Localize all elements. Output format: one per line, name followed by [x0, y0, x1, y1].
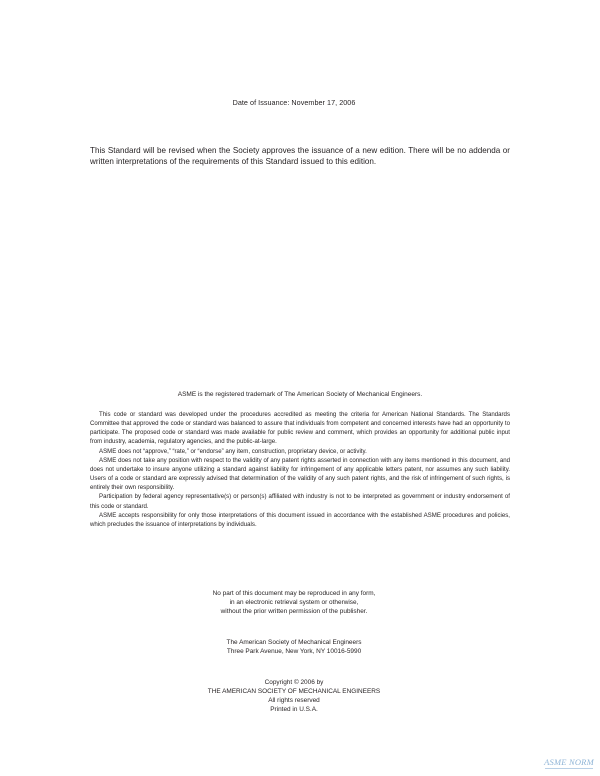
copyright-holder: THE AMERICAN SOCIETY OF MECHANICAL ENGINEERS [207, 687, 381, 695]
copyright-line: Copyright © 2006 by [264, 679, 324, 686]
rights-reserved: All rights reserved [268, 696, 320, 704]
trademark-notice: ASME is the registered trademark of The American Society of Mechanical Engineers. [177, 391, 423, 398]
reproduction-line: in an electronic retrieval system or otherwise, [229, 598, 359, 606]
watermark-logo [539, 758, 599, 769]
publisher-address [0, 639, 588, 657]
printed-in: Printed in U.S.A. [270, 705, 318, 713]
publisher-name: The American Society of Mechanical Engineers [226, 639, 362, 646]
date-of-issuance: Date of Issuance: November 17, 2006 [232, 98, 356, 107]
reproduction-line: No part of this document may be reproduced in any form, [212, 590, 376, 597]
reproduction-notice [0, 590, 588, 617]
watermark-rule [545, 768, 593, 769]
legal-disclaimer [90, 410, 510, 529]
publisher-street: Three Park Avenue, New York, NY 10016-5990 [226, 647, 362, 655]
revision-notice: This Standard will be revised when the Society approves the issuance of a new edition. There will be no addenda or written interpretations of the requirements of this Standard issued to this edition. [90, 146, 510, 167]
legal-paragraph-federal: Participation by federal agency representative(s) or person(s) affiliated with industry is not to be interpreted as government or industry endorsement of this code or standard. [90, 493, 510, 510]
copyright-block [0, 679, 588, 715]
legal-paragraph-endorse: ASME does not “approve,” “rate,” or “endorse” any item, construction, proprietary device, or activity. [99, 447, 367, 455]
legal-paragraph-patent: ASME does not take any position with respect to the validity of any patent rights asserted in connection with any items mentioned in this document, and does not undertake to insure anyone utilizing a standard against liability for infringement of any applicable letters patent, nor assumes any such liability. Users of a code or standard are expressly advised that determination of the validity of any such patent rights, and the risk of infringement of such rights, is entirely their own responsibility. [90, 456, 510, 492]
watermark-text: ASME NORM [544, 757, 594, 767]
reproduction-line: without the prior written permission of the publisher. [220, 607, 368, 615]
legal-paragraph-procedures: This code or standard was developed under the procedures accredited as meeting the criteria for American National Standards. The Standards Committee that approved the code or standard was balanced to assure that individuals from competent and concerned interests have had an opportunity to participate. The proposed code or standard was made available for public review and comment, which provides an opportunity for additional public input from industry, academia, regulatory agencies, and the public-at-large. [90, 411, 510, 446]
legal-paragraph-interpretations: ASME accepts responsibility for only those interpretations of this document issued in accordance with the established ASME procedures and policies, which precludes the issuance of interpretations by individuals. [90, 511, 510, 528]
